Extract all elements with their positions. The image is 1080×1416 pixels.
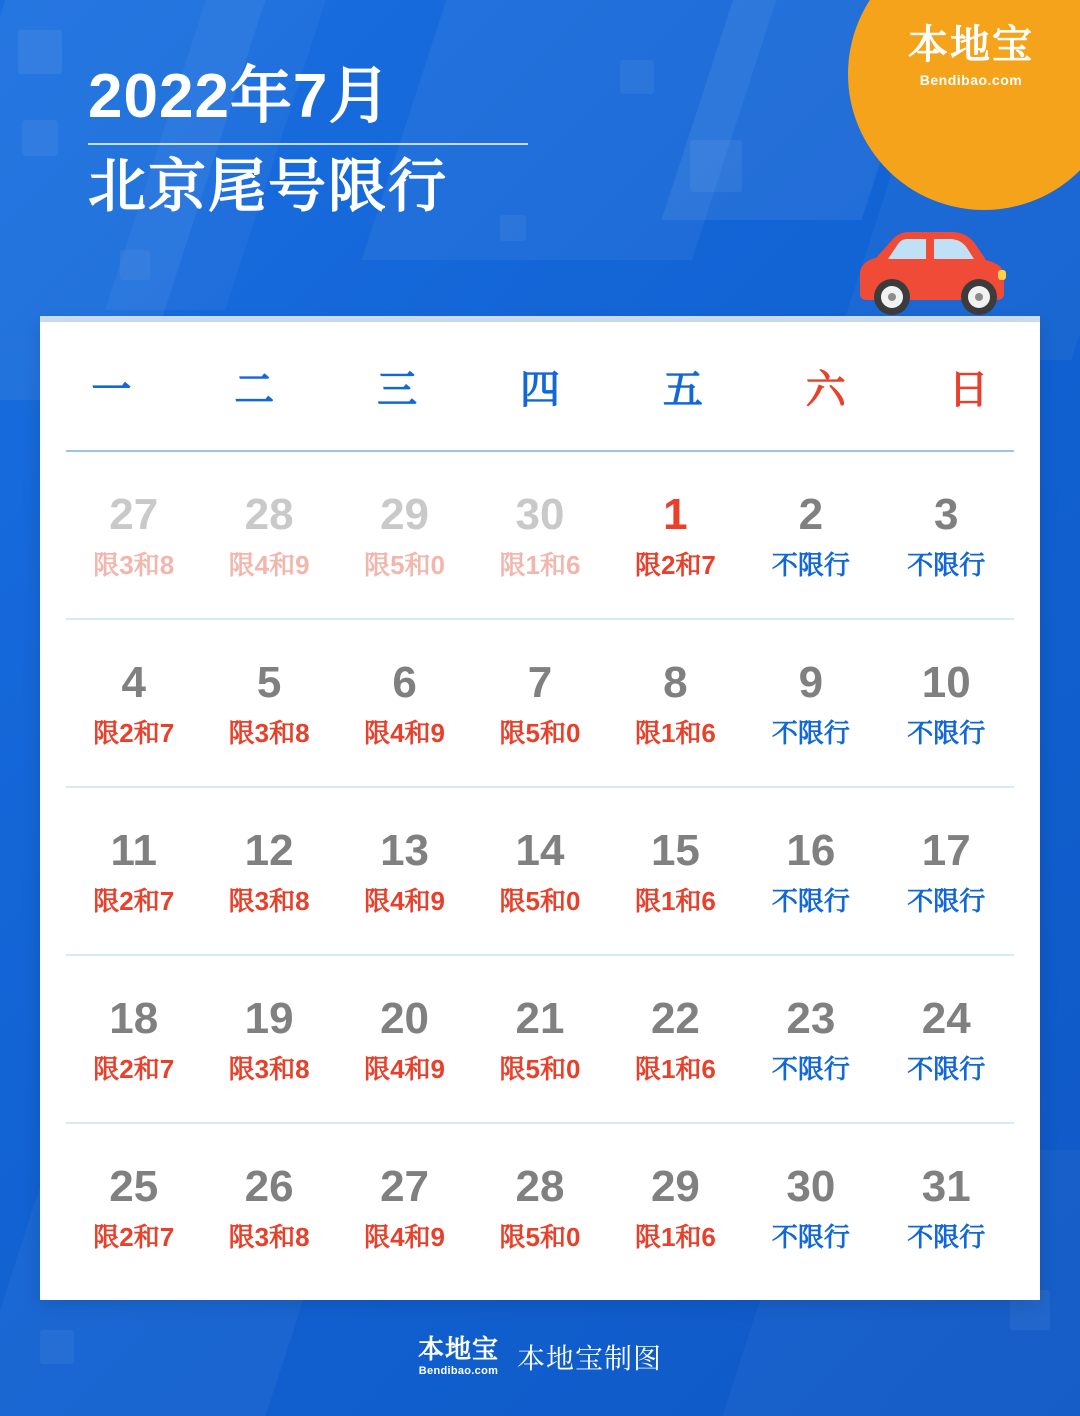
day-restriction-label: 限5和0 [499,718,581,749]
day-number: 27 [109,489,159,539]
calendar-day-cell[interactable] [608,489,743,581]
bg-square [18,30,62,74]
weekday-label: 五 [662,367,703,412]
calendar-day-cell[interactable] [743,489,878,581]
car-icon [830,222,1020,322]
day-number: 28 [244,489,294,539]
calendar-day-cell[interactable] [337,993,472,1085]
calendar-day-cell[interactable] [879,993,1014,1085]
calendar-week-row [66,956,1014,1124]
day-restriction-label: 不限行 [907,1054,986,1085]
footer-credit: 本地宝制图 [517,1342,663,1374]
day-number: 12 [244,825,294,875]
day-number: 14 [515,825,565,875]
day-restriction-label: 限4和9 [364,886,446,917]
calendar-day-cell[interactable] [743,825,878,917]
day-number: 20 [380,993,430,1043]
day-restriction-label: 限5和0 [499,1222,581,1253]
day-number: 18 [109,993,159,1043]
calendar-day-cell[interactable] [201,1161,336,1253]
calendar-day-cell[interactable] [743,1161,878,1253]
calendar-day-cell[interactable] [743,657,878,749]
day-restriction-label: 不限行 [907,718,986,749]
day-number: 4 [121,657,146,707]
calendar-day-cell[interactable] [472,1161,607,1253]
brand-logo-url: Bendibao.com [919,72,1023,88]
day-restriction-label: 不限行 [771,1054,850,1085]
day-number: 6 [392,657,417,707]
calendar-week-row [66,788,1014,956]
day-number: 21 [515,993,565,1043]
footer-logo [418,1336,499,1377]
day-restriction-label: 限5和0 [499,1054,581,1085]
day-restriction-label: 限2和7 [93,718,175,749]
calendar-day-cell[interactable] [879,657,1014,749]
day-number: 13 [380,825,430,875]
calendar-card [40,322,1040,1300]
calendar-day-cell[interactable] [743,993,878,1085]
calendar-day-cell[interactable] [472,825,607,917]
calendar-day-cell[interactable] [879,825,1014,917]
title-divider [88,143,528,145]
day-number: 29 [380,489,430,539]
calendar-day-cell[interactable] [608,993,743,1085]
day-restriction-label: 不限行 [907,550,986,581]
calendar-day-cell[interactable] [201,825,336,917]
day-restriction-label: 限1和6 [634,886,716,917]
bg-square [690,140,742,192]
day-restriction-label: 限3和8 [228,886,310,917]
calendar-day-cell[interactable] [66,825,201,917]
day-number: 11 [110,825,157,875]
day-number: 29 [650,1161,700,1211]
weekday-label: 一 [91,367,132,412]
day-restriction-label: 不限行 [771,1222,850,1253]
day-restriction-label: 限4和9 [364,718,446,749]
day-number: 9 [798,657,824,707]
day-restriction-label: 限4和9 [228,550,310,581]
day-restriction-label: 不限行 [771,718,850,749]
day-restriction-label: 限1和6 [634,1054,716,1085]
day-restriction-label: 限3和8 [93,550,175,581]
day-restriction-label: 限3和8 [228,718,310,749]
calendar-day-cell[interactable] [66,993,201,1085]
calendar-day-cell[interactable] [201,489,336,581]
calendar-day-cell[interactable] [472,993,607,1085]
day-number: 30 [515,489,565,539]
page-title [88,62,648,220]
calendar-day-cell[interactable] [337,657,472,749]
day-restriction-label: 限2和7 [93,1222,175,1253]
day-restriction-label: 不限行 [771,550,850,581]
calendar-day-cell[interactable] [879,1161,1014,1253]
day-number: 19 [244,993,294,1043]
day-restriction-label: 限2和7 [634,550,716,581]
weekday-label: 三 [377,367,418,412]
calendar-grid [40,452,1040,1290]
calendar-week-row [66,452,1014,620]
day-restriction-label: 限1和6 [499,550,581,581]
day-restriction-label: 不限行 [771,886,850,917]
day-number: 5 [256,657,282,707]
calendar-week-row [66,620,1014,788]
calendar-day-cell[interactable] [66,657,201,749]
day-number: 31 [921,1161,971,1211]
day-restriction-label: 不限行 [907,886,986,917]
weekday-label: 二 [234,367,275,412]
weekday-label: 四 [519,367,560,412]
day-number: 26 [244,1161,294,1211]
bg-square [120,250,150,280]
calendar-day-cell[interactable] [608,657,743,749]
footer-logo-url: Bendibao.com [418,1365,499,1377]
day-number: 25 [109,1161,159,1211]
day-number: 27 [380,1161,430,1211]
day-restriction-label: 限2和7 [93,1054,175,1085]
day-restriction-label: 限1和6 [634,718,716,749]
day-number: 1 [663,489,688,539]
day-restriction-label: 不限行 [907,1222,986,1253]
day-number: 2 [798,489,824,539]
calendar-day-cell[interactable] [608,825,743,917]
weekday-label: 日 [948,367,989,412]
footer [0,1336,1080,1377]
weekday-label: 六 [805,367,846,412]
calendar-day-cell[interactable] [608,1161,743,1253]
calendar-day-cell[interactable] [337,489,472,581]
calendar-day-cell[interactable] [201,993,336,1085]
calendar-weekday-header [40,322,1040,450]
calendar-day-cell[interactable] [472,657,607,749]
calendar-day-cell[interactable] [66,1161,201,1253]
calendar-day-cell[interactable] [879,489,1014,581]
day-number: 7 [527,657,553,707]
day-restriction-label: 限5和0 [364,550,446,581]
day-number: 17 [921,825,971,875]
calendar-day-cell[interactable] [66,489,201,581]
title-subject: 北京尾号限行 [88,154,449,220]
footer-logo-text: 本地宝 [417,1334,499,1364]
day-number: 30 [786,1161,836,1211]
bg-square [22,120,58,156]
day-number: 23 [786,993,836,1043]
day-number: 22 [650,993,700,1043]
day-number: 16 [786,825,836,875]
title-month: 2022年7月 [88,62,392,131]
calendar-day-cell[interactable] [337,1161,472,1253]
day-number: 28 [515,1161,565,1211]
day-restriction-label: 限2和7 [93,886,175,917]
day-number: 8 [663,657,688,707]
brand-logo-text: 本地宝 [908,23,1034,67]
calendar-day-cell[interactable] [337,825,472,917]
day-restriction-label: 限1和6 [634,1222,716,1253]
calendar-day-cell[interactable] [201,657,336,749]
day-restriction-label: 限4和9 [364,1054,446,1085]
day-restriction-label: 限3和8 [228,1222,310,1253]
day-restriction-label: 限5和0 [499,886,581,917]
calendar-week-row [66,1124,1014,1290]
day-number: 24 [921,993,971,1043]
day-restriction-label: 限4和9 [364,1222,446,1253]
day-number: 10 [921,657,971,707]
day-number: 15 [650,825,700,875]
calendar-day-cell[interactable] [472,489,607,581]
day-restriction-label: 限3和8 [228,1054,310,1085]
day-number: 3 [934,489,959,539]
